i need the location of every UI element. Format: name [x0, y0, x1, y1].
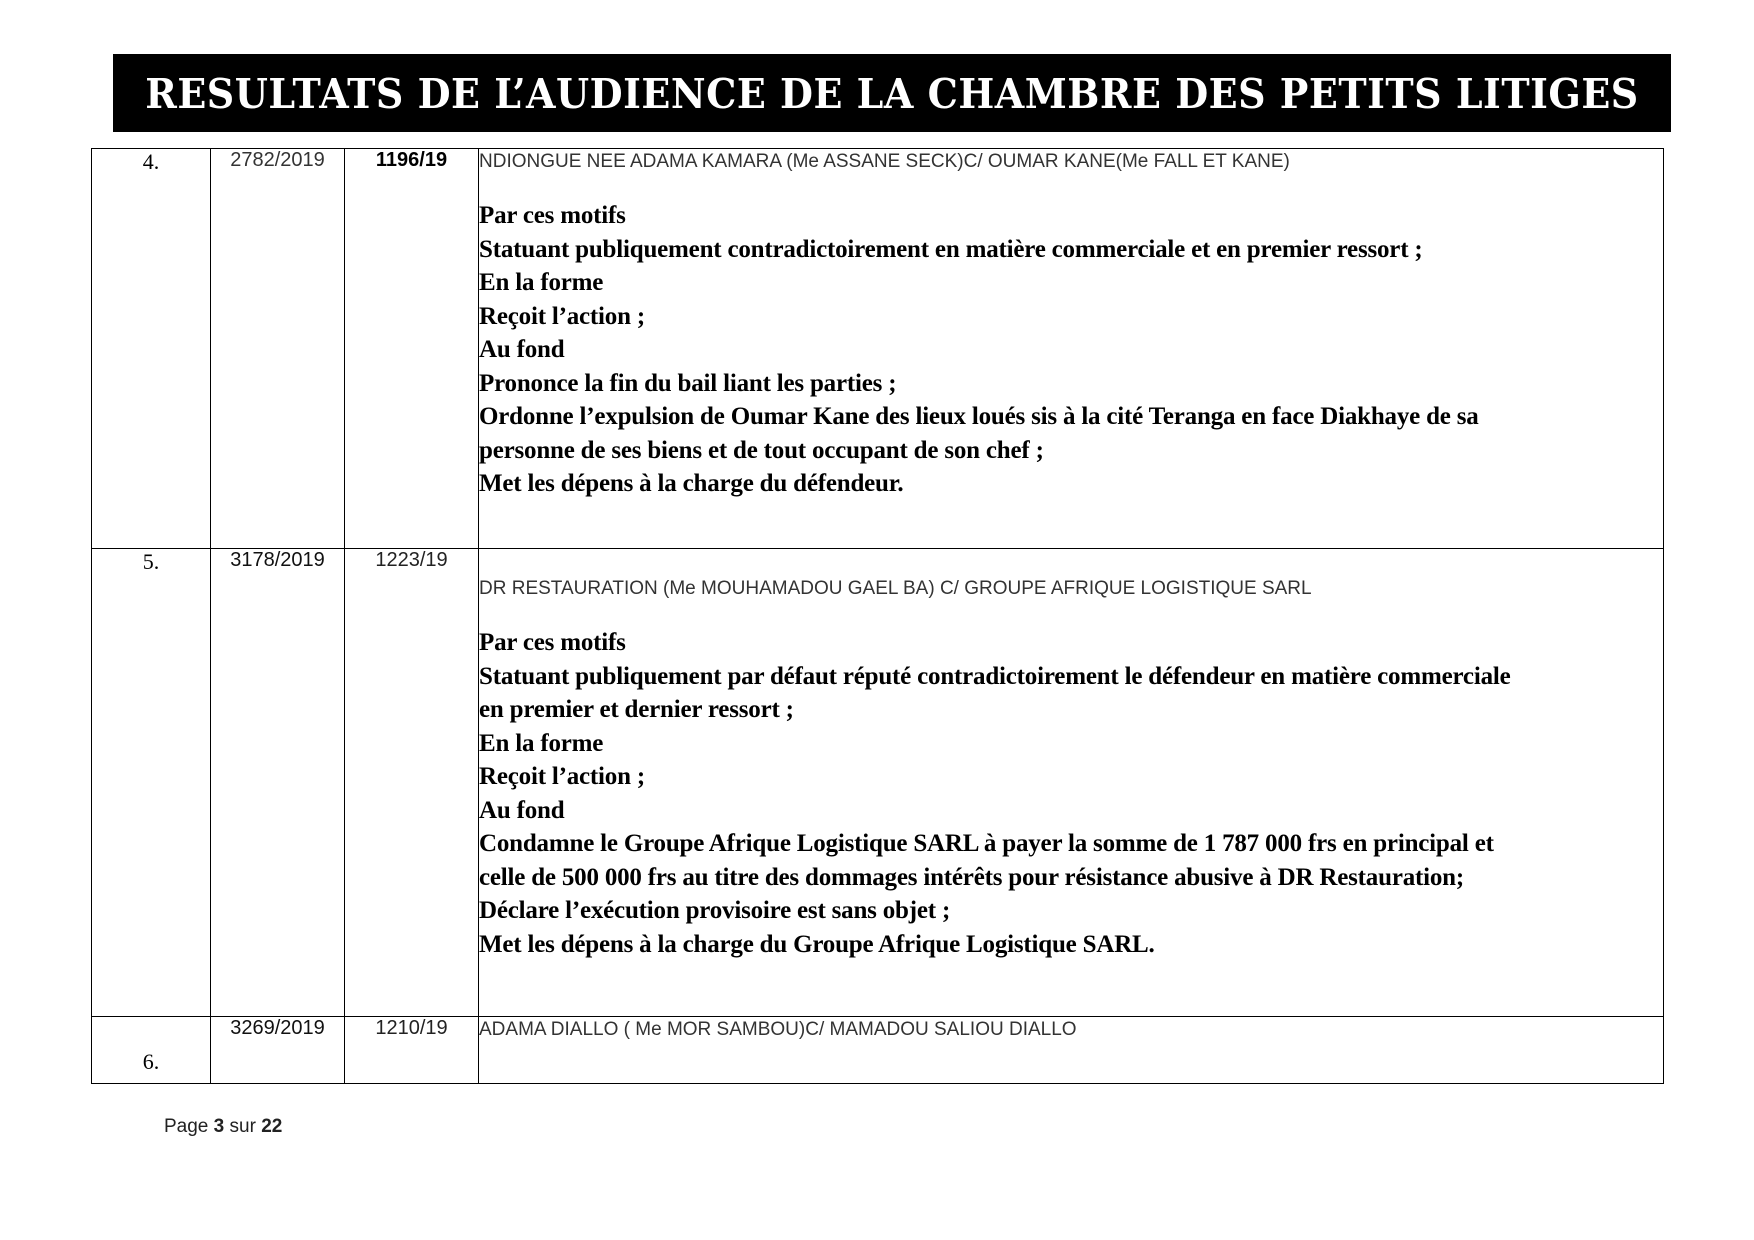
- decision-line: Met les dépens à la charge du défendeur.: [479, 470, 904, 497]
- decision-line: en premier et dernier ressort ;: [479, 696, 794, 723]
- decision-line: Au fond: [479, 796, 565, 824]
- case-parties: DR RESTAURATION (Me MOUHAMADOU GAEL BA) C/ GROUPE AFRIQUE LOGISTIQUE SARL: [479, 578, 1312, 599]
- decision-line: Condamne le Groupe Afrique Logistique SARL à payer la somme de 1 787 000 frs en principal et: [479, 830, 1494, 857]
- decision-line: En la forme: [479, 729, 604, 757]
- case-details: [479, 549, 1664, 1017]
- header-banner: [113, 54, 1671, 132]
- total-pages: 22: [261, 1116, 283, 1137]
- decision-line: Reçoit l’action ;: [479, 302, 645, 330]
- table-row: [92, 549, 1664, 1017]
- page-footer: [164, 1116, 282, 1138]
- decision-line: personne de ses biens et de tout occupant de son chef ;: [479, 436, 1044, 464]
- decision-text: [479, 626, 1663, 961]
- judgment-number: [345, 149, 479, 549]
- rg-number-text: 3269/2019: [230, 1017, 325, 1039]
- rg-number-text: 3178/2019: [230, 549, 325, 571]
- decision-line: celle de 500 000 frs au titre des dommages intérêts pour résistance abusive à DR Restauration;: [479, 863, 1465, 891]
- decision-line: Déclare l’exécution provisoire est sans objet ;: [479, 897, 951, 924]
- decision-line: Met les dépens à la charge du Groupe Afrique Logistique SARL.: [479, 930, 1155, 958]
- judgment-number: [345, 1017, 479, 1084]
- case-parties: NDIONGUE NEE ADAMA KAMARA (Me ASSANE SECK)C/ OUMAR KANE(Me FALL ET KANE): [479, 151, 1290, 172]
- decision-line: Statuant publiquement contradictoirement en matière commerciale et en premier ressort ;: [479, 235, 1423, 263]
- table-row: [92, 149, 1664, 549]
- rg-number: [211, 549, 345, 1017]
- decision-line: Reçoit l’action ;: [479, 763, 645, 790]
- table-row: [92, 1017, 1664, 1084]
- decision-line: Par ces motifs: [479, 202, 626, 229]
- results-table: [91, 148, 1664, 1084]
- case-parties: ADAMA DIALLO ( Me MOR SAMBOU)C/ MAMADOU SALIOU DIALLO: [479, 1019, 1077, 1040]
- page-label: Page: [164, 1116, 209, 1137]
- page-separator: sur: [229, 1116, 256, 1137]
- judgment-number-text: 1196/19: [375, 149, 448, 171]
- page-title: RESULTATS DE L’AUDIENCE DE LA CHAMBRE DES PETITS LITIGES: [145, 68, 1639, 118]
- current-page: 3: [213, 1116, 225, 1137]
- decision-text: [479, 199, 1663, 501]
- decision-line: Statuant publiquement par défaut réputé contradictoirement le défendeur en matière commerciale: [479, 662, 1511, 690]
- decision-line: En la forme: [479, 269, 604, 296]
- decision-line: Ordonne l’expulsion de Oumar Kane des lieux loués sis à la cité Teranga en face Diakhaye de sa: [479, 403, 1479, 430]
- judgment-number: [345, 549, 479, 1017]
- rg-number: 2782/2019: [211, 149, 345, 549]
- case-number: 6.: [92, 1017, 211, 1084]
- decision-line: Au fond: [479, 336, 565, 363]
- decision-line: Par ces motifs: [479, 629, 626, 656]
- decision-line: Prononce la fin du bail liant les parties ;: [479, 369, 897, 397]
- rg-number: [211, 1017, 345, 1084]
- case-number: 4.: [92, 149, 211, 549]
- judgment-number-text: 1210/19: [375, 1017, 448, 1039]
- case-details: [479, 149, 1664, 549]
- case-details: [479, 1017, 1664, 1084]
- case-number: 5.: [92, 549, 211, 1017]
- judgment-number-text: 1223/19: [375, 549, 448, 571]
